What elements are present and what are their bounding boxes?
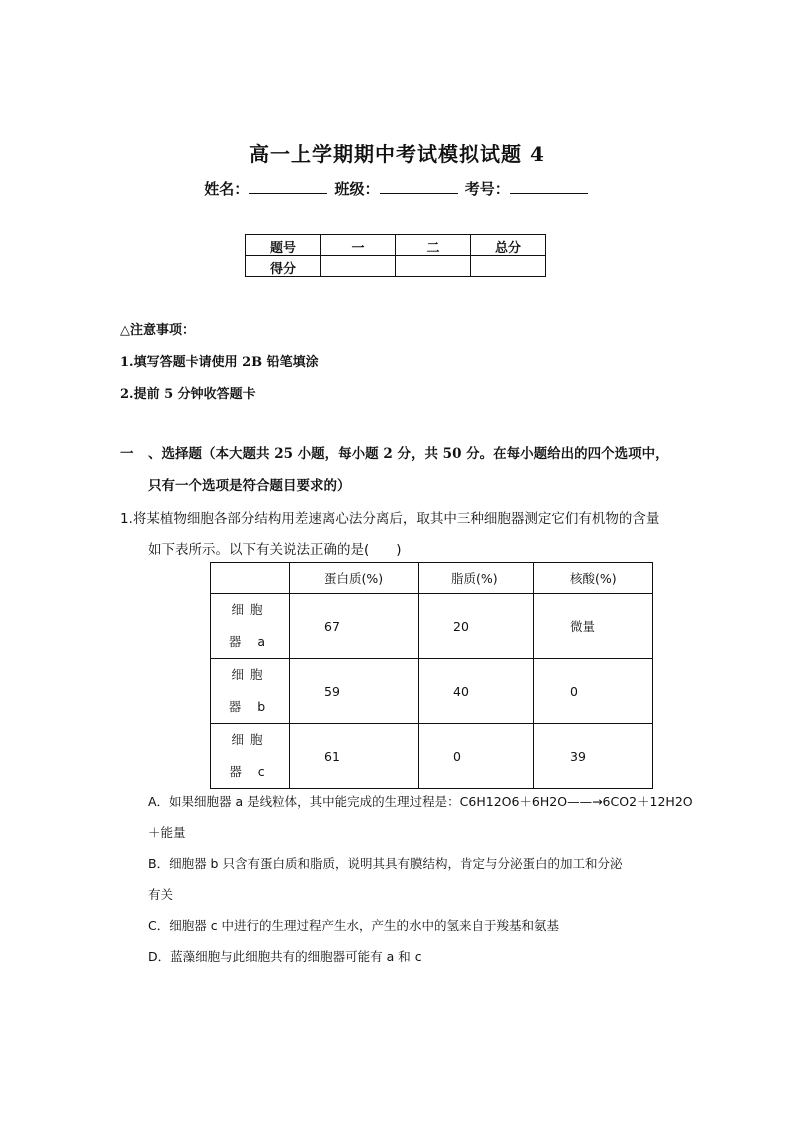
option-d: D．蓝藻细胞与此细胞共有的细胞器可能有 a 和 c <box>148 949 422 964</box>
table-header-cell <box>211 563 290 594</box>
class-blank[interactable] <box>380 179 458 194</box>
table-cell: 39 <box>534 724 653 789</box>
row-label <box>211 659 290 724</box>
score-header-cell: 一 <box>321 235 396 256</box>
question-stem-cont: 如下表所示。以下有关说法正确的是( ) <box>148 542 402 558</box>
row-label-top: 细胞 <box>231 732 269 747</box>
row-label <box>211 594 290 659</box>
table-cell: 67 <box>290 594 419 659</box>
organelle-table <box>210 562 653 789</box>
table-cell: 20 <box>419 594 534 659</box>
option-b: B．细胞器 b 只含有蛋白质和脂质，说明其具有膜结构，肯定与分泌蛋白的加工和分泌 <box>148 856 623 871</box>
score-cell[interactable] <box>396 256 471 277</box>
score-header-cell: 总分 <box>471 235 546 256</box>
score-header-row <box>246 235 546 256</box>
row-label-top: 细胞 <box>231 602 269 617</box>
table-row <box>211 659 653 724</box>
option-c: C．细胞器 c 中进行的生理过程产生水，产生的水中的氢来自于羧基和氨基 <box>148 918 560 933</box>
student-info-line <box>0 178 794 199</box>
score-cell[interactable] <box>471 256 546 277</box>
section-heading: 、选择题（本大题共 25 小题，每小题 2 分，共 50 分。在每小题给出的四个选项中， <box>148 446 669 462</box>
table-cell: 61 <box>290 724 419 789</box>
score-header-cell: 二 <box>396 235 471 256</box>
table-cell: 0 <box>534 659 653 724</box>
table-cell: 59 <box>290 659 419 724</box>
id-blank[interactable] <box>510 179 588 194</box>
name-label: 姓名： <box>204 180 250 198</box>
section-number: 一 <box>120 446 134 462</box>
table-cell: 40 <box>419 659 534 724</box>
name-blank[interactable] <box>249 179 327 194</box>
table-header-row <box>211 563 653 594</box>
row-label-bottom: 器 b <box>228 699 272 714</box>
class-label: 班级： <box>334 180 380 198</box>
table-row <box>211 724 653 789</box>
score-header-cell: 题号 <box>246 235 321 256</box>
page-title: 高一上学期期中考试模拟试题 4 <box>249 142 545 166</box>
score-cell[interactable] <box>321 256 396 277</box>
note-item: 1.填写答题卡请使用 2B 铅笔填涂 <box>120 355 319 370</box>
note-item: 2.提前 5 分钟收答题卡 <box>120 387 256 402</box>
option-b-cont: 有关 <box>148 887 174 902</box>
table-cell: 微量 <box>534 594 653 659</box>
table-cell: 0 <box>419 724 534 789</box>
notes-heading: △注意事项： <box>120 323 195 338</box>
table-row <box>211 594 653 659</box>
row-label-bottom: 器 a <box>228 634 272 649</box>
table-header-cell: 蛋白质(%) <box>290 563 419 594</box>
option-a-cont: ＋能量 <box>148 825 186 840</box>
id-label: 考号： <box>464 180 510 198</box>
score-value-row <box>246 256 546 277</box>
table-header-cell: 脂质(%) <box>419 563 534 594</box>
row-label-top: 细胞 <box>231 667 269 682</box>
row-label <box>211 724 290 789</box>
question-stem: 1.将某植物细胞各部分结构用差速离心法分离后，取其中三种细胞器测定它们有机物的含量 <box>120 511 660 527</box>
score-table <box>245 234 546 277</box>
row-label-bottom: 器 c <box>229 764 271 779</box>
table-header-cell: 核酸(%) <box>534 563 653 594</box>
score-row-label: 得分 <box>246 256 321 277</box>
option-a: A．如果细胞器 a 是线粒体，其中能完成的生理过程是：C6H12O6＋6H2O——→6CO2＋12H2O <box>148 794 693 809</box>
section-heading-cont: 只有一个选项是符合题目要求的） <box>148 478 351 494</box>
